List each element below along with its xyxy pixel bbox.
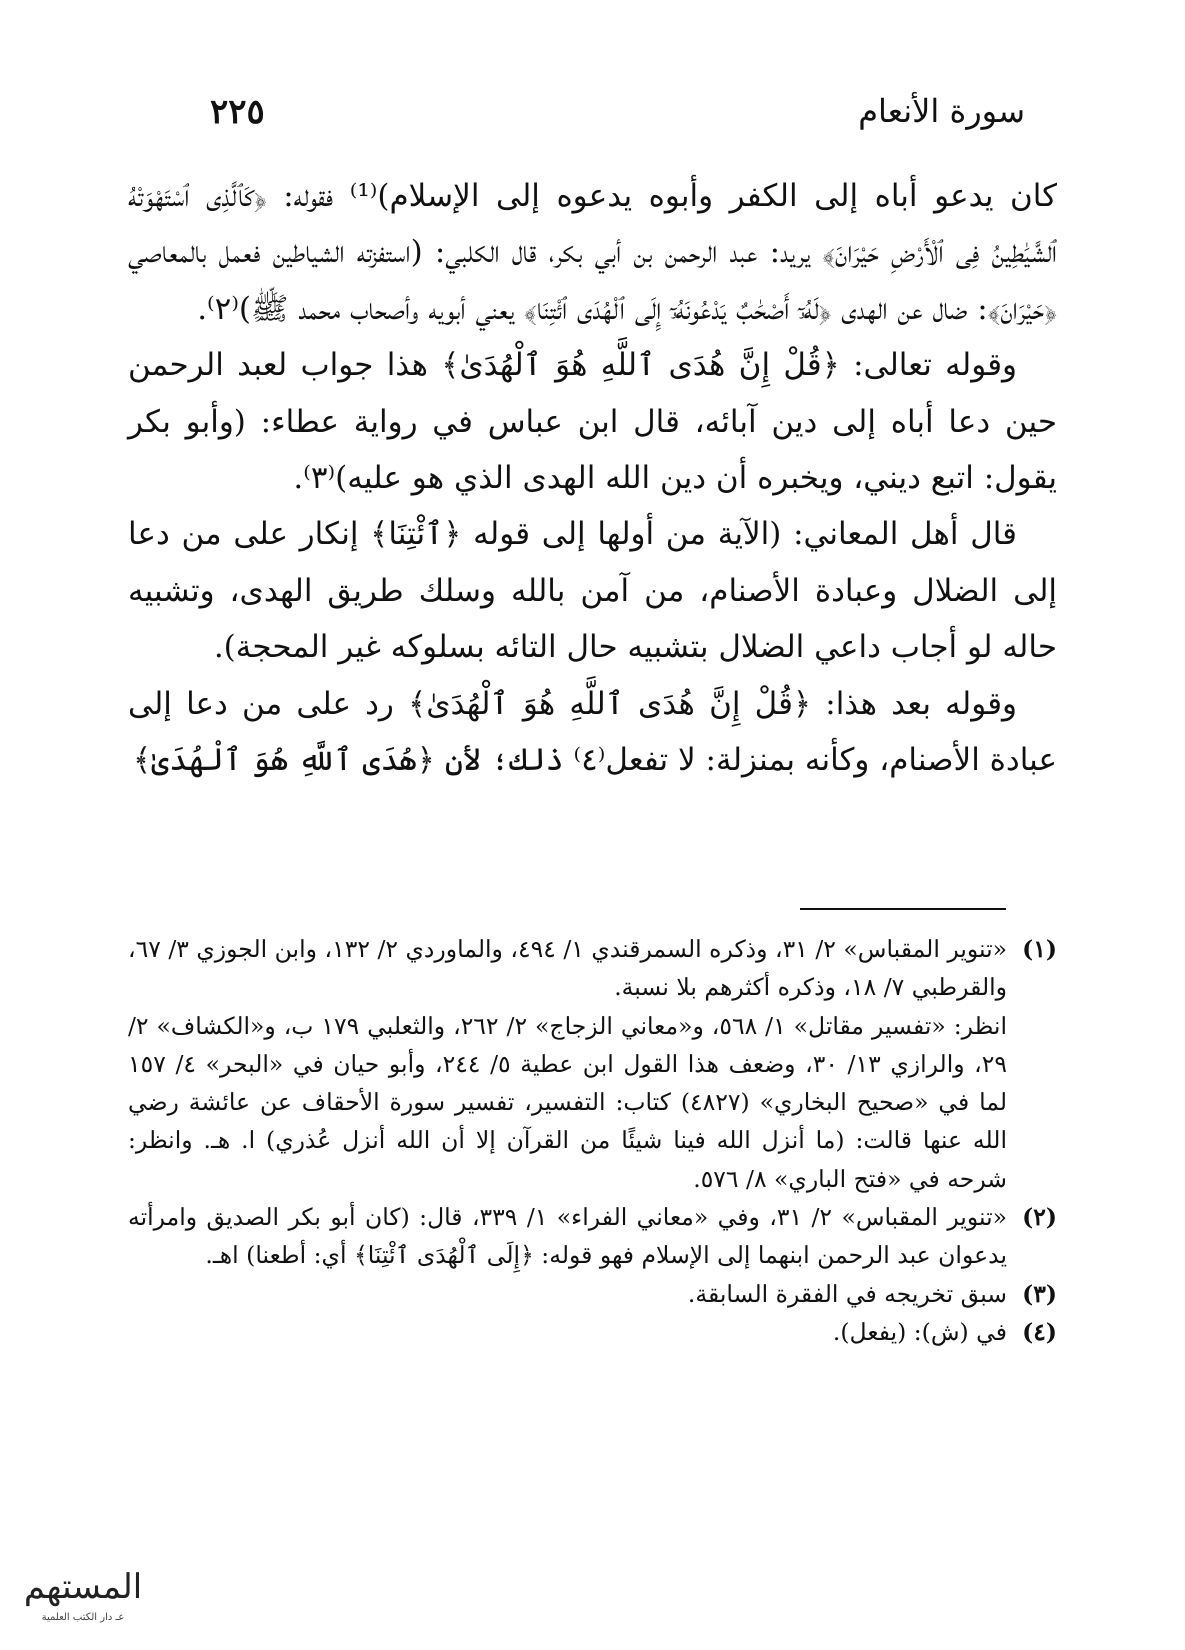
footnote-text: في (ش): (يفعل). <box>832 1317 1007 1346</box>
paragraph: وقوله بعد هذا: ﴿قُلْ إِنَّ هُدَى ٱللَّهِ هُوَ ٱلْهُدَىٰ﴾ رد على من دعا إلى عبادة الأصنام، وكأنه بمنزلة: لا تفعل⁽٤⁾ ذلك؛ لأن ﴿هُدَى ٱللَّهِ هُوَ ٱلْهُدَىٰ﴾ <box>128 685 1057 779</box>
paragraph: كان يدعو أباه إلى الكفر وأبوه يدعوه إلى الإسلام)⁽¹⁾ فقوله: ﴿كَٱلَّذِى ٱسْتَهْوَتْهُ ٱلشَّيَٰطِينُ فِى ٱلْأَرْضِ حَيْرَانَ﴾ يريد: عبد الرحمن بن أبي بكر، قال الكلبي: (استفزته الشياطين فعمل بالمعاصي ﴿حَيْرَانَ﴾: ضال عن الهدى ﴿لَهُۥٓ أَصْحَٰبٌ يَدْعُونَهُۥٓ إِلَى ٱلْهُدَى ٱئْتِنَا﴾ يعني أبويه وأصحاب محمد ﷺ)⁽٢⁾. <box>128 178 1058 327</box>
logo-subtext: عـ دار الكتب العلمية <box>41 1612 125 1623</box>
footnote-text: «تنوير المقباس» ٢/ ٣١، وذكره السمرقندي ١/ ٤٩٤، والماوردي ٢/ ١٣٢، وابن الجوزي ٣/ ٦٧، والقرطبي ٧/ ١٨، وذكره أكثرهم بلا نسبة. <box>128 935 1008 1002</box>
footnote-divider <box>800 908 1006 910</box>
footnotes <box>128 930 1057 1351</box>
footnote-text: «تنوير المقباس» ٢/ ٣١، وفي «معاني الفراء» ١/ ٣٣٩، قال: (كان أبو بكر الصديق وامرأته يدعوان عبد الرحمن ابنهما إلى الإسلام فهو قوله: ﴿إِلَى ٱلْهُدَى ٱئْتِنَا﴾ أي: أطعنا) اهـ. <box>128 1203 1007 1270</box>
footnote-number: (٣) <box>1022 1279 1057 1308</box>
paragraph: وقوله تعالى: ﴿قُلْ إِنَّ هُدَى ٱللَّهِ هُوَ ٱلْهُدَىٰ﴾ هذا جواب لعبد الرحمن حين دعا أباه إلى دين آبائه، قال ابن عباس في رواية عطاء: (وأبو بكر يقول: اتبع ديني، ويخبره أن دين الله الهدى الذي هو عليه)⁽٣⁾. <box>128 347 1057 497</box>
footnote-text: انظر: «تفسير مقاتل» ١/ ٥٦٨، و«معاني الزجاج» ٢/ ٢٦٢، والثعلبي ١٧٩ ب، و«الكشاف» ٢/ ٢٩، والرازي ١٣/ ٣٠، وضعف هذا القول ابن عطية ٥/ ٢٤٤، وأبو حيان في «البحر» ٤/ ١٥٧ لما في «صحيح البخاري» (٤٨٢٧) كتاب: التفسير، تفسير سورة الأحقاف عن عائشة رضي الله عنها قالت: (ما أنزل الله فينا شيئًا من القرآن إلا أن الله أنزل عُذري) ا. هـ. وانظر: شرحه في «فتح الباري» ٨/ ٥٧٦. <box>128 1011 1008 1193</box>
logo-text: المستهم <box>23 1567 143 1607</box>
footnote-text: سبق تخريجه في الفقرة السابقة. <box>687 1279 1007 1308</box>
footnote-4 <box>128 1313 1057 1351</box>
footnote-2 <box>128 1198 1057 1275</box>
running-title: سورة الأنعام <box>858 92 1025 130</box>
publisher-logo <box>8 1558 158 1628</box>
footnote-number: (٢) <box>1022 1203 1057 1232</box>
footnote-number: (٤) <box>1022 1317 1057 1346</box>
footnote-3 <box>128 1275 1057 1313</box>
page-header <box>210 92 1025 142</box>
footnote-number: (١) <box>1022 935 1057 963</box>
page-number: ٢٢٥ <box>210 92 265 132</box>
paragraph: قال أهل المعاني: (الآية من أولها إلى قوله ﴿ٱئْتِنَا﴾ إنكار على من دعا إلى الضلال وعبادة الأصنام، من آمن بالله وسلك طريق الهدى، وتشبيه حاله لو أجاب داعي الضلال بتشبيه حال التائه بسلوكه غير المحجة). <box>128 516 1057 666</box>
footnote-1 <box>128 930 1057 1198</box>
main-text <box>128 168 1057 788</box>
